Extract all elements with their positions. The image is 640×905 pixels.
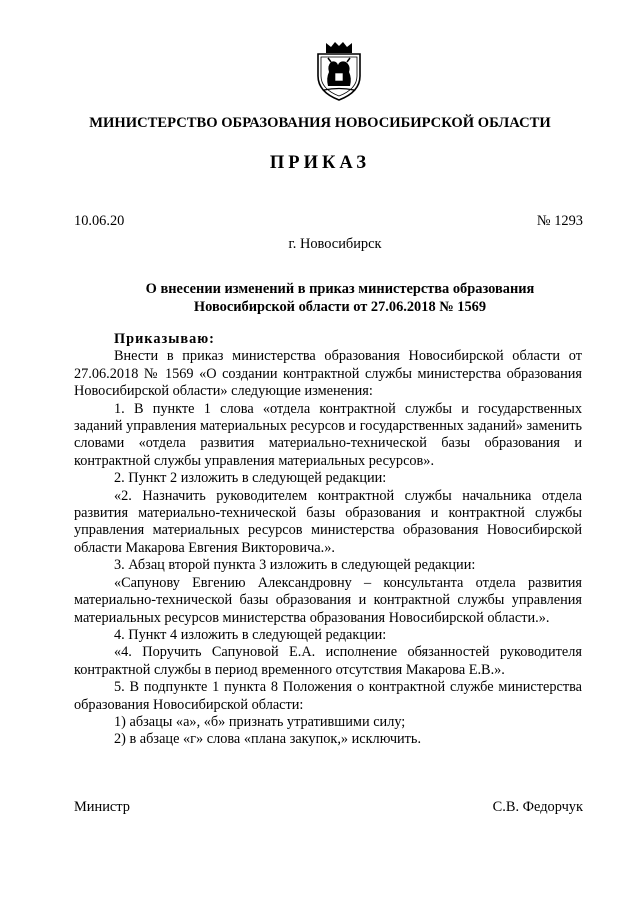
signatory-role: Министр	[74, 799, 130, 815]
document-date: 10.06.20	[74, 213, 125, 229]
paragraph: 2. Пункт 2 изложить в следующей редакции:	[114, 470, 387, 487]
paragraph: Внести в приказ министерства образования Новосибирской области от 27.06.2018 № 1569 «О создании контрактной службы министерства образования Новосибирской области» следующие изменения:	[74, 348, 582, 400]
paragraph: «Сапунову Евгению Александровну – консультанта отдела развития материально-технической базы образования и контрактной службы управления материальных ресурсов министерства образования Новосибирской области.».	[74, 574, 582, 626]
subject-line-1: О внесении изменений в приказ министерства образования	[145, 281, 535, 297]
signatory-name: С.В. Федорчук	[492, 799, 583, 815]
document-body	[74, 331, 582, 749]
subject-line-2: Новосибирской области от 27.06.2018 № 1569	[193, 299, 487, 315]
paragraph: «2. Назначить руководителем контрактной службы начальника отдела развития материально-технической базы образования и контрактной службы управления материальных ресурсов министерства образования Новосибирской области Макарова Евгения Викторовича.».	[74, 487, 582, 556]
document-city: г. Новосибирск	[288, 236, 382, 252]
paragraph: 1) абзацы «а», «б» признать утратившими силу;	[114, 713, 406, 730]
paragraph: 2) в абзаце «г» слова «плана закупок,» исключить.	[114, 731, 422, 748]
document-number: № 1293	[536, 213, 583, 229]
coat-of-arms-emblem-icon	[314, 40, 364, 102]
paragraph: 3. Абзац второй пункта 3 изложить в следующей редакции:	[114, 557, 476, 574]
paragraph: «4. Поручить Сапуновой Е.А. исполнение обязанностей руководителя контрактной службы в период временного отсутствия Макарова Е.В.».	[74, 644, 582, 678]
paragraph: 4. Пункт 4 изложить в следующей редакции:	[114, 626, 387, 643]
ministry-name: МИНИСТЕРСТВО ОБРАЗОВАНИЯ НОВОСИБИРСКОЙ ОБЛАСТИ	[89, 115, 551, 131]
document-type-title: ПРИКАЗ	[269, 153, 371, 173]
document-subject	[100, 280, 580, 316]
paragraph: 5. В подпункте 1 пункта 8 Положения о контрактной службе министерства образования Новосибирской области:	[74, 679, 582, 713]
paragraph: 1. В пункте 1 слова «отдела контрактной службы и государственных заданий управления материальных ресурсов и государственных заданий» заменить словами «отдела развития материально-технической базы образования и контрактной службы управления материальных ресурсов».	[74, 400, 582, 469]
order-word: Приказываю:	[114, 331, 215, 347]
